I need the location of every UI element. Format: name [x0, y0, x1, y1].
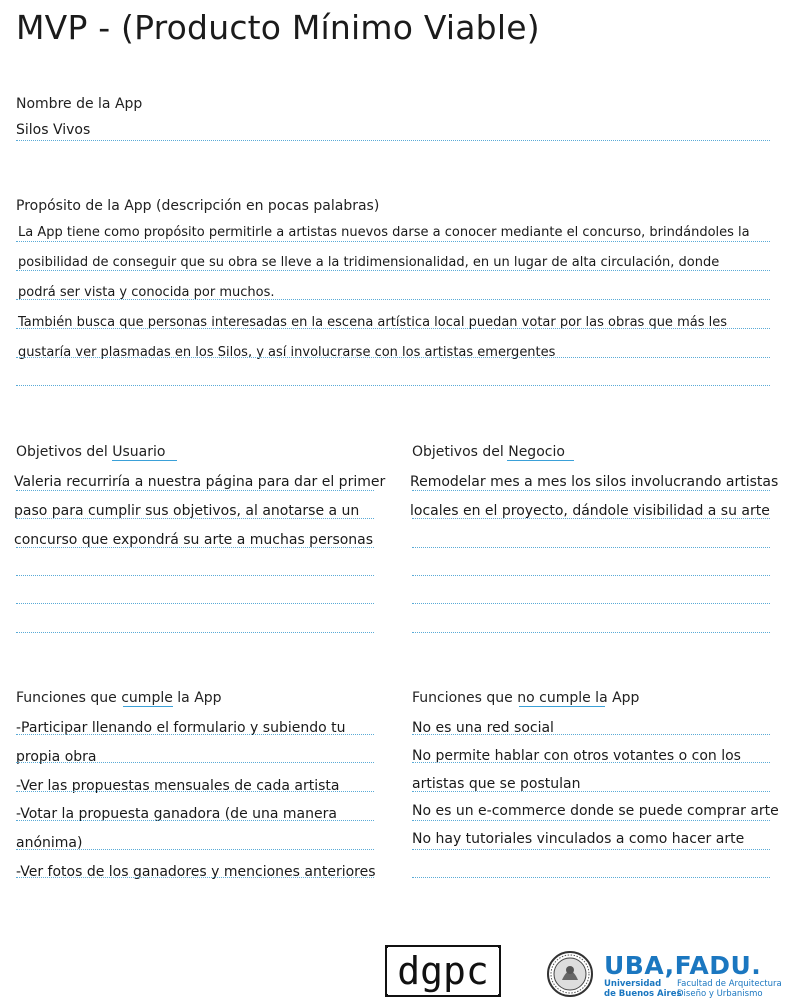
- divider: [16, 791, 374, 792]
- fadu-caption: [677, 979, 782, 999]
- user-objective-line: paso para cumplir sus objetivos, al anotarse a un: [14, 503, 360, 519]
- underline-accent: [112, 460, 177, 461]
- divider: [412, 877, 770, 878]
- uba-caption-line: Universidad: [604, 979, 662, 989]
- divider: [412, 734, 770, 735]
- purpose-line: La App tiene como propósito permitirle a artistas nuevos darse a conocer mediante el concurso, brindándoles la: [18, 225, 750, 240]
- divider: [412, 762, 770, 763]
- dgpc-logo-mark: [385, 944, 501, 998]
- divider: [16, 270, 770, 271]
- purpose-line: También busca que personas interesadas en la escena artística local puedan votar por las obras que más les: [18, 315, 727, 330]
- user-objectives-label: Objetivos del Usuario: [16, 444, 166, 460]
- divider: [16, 518, 374, 519]
- divider: [412, 575, 770, 576]
- divider: [16, 820, 374, 821]
- divider: [412, 490, 770, 491]
- divider: [16, 849, 374, 850]
- purpose-line: podrá ser vista y conocida por muchos.: [18, 285, 275, 300]
- purpose-line: posibilidad de conseguir que su obra se lleve a la tridimensionalidad, en un lugar de alta circulación, donde: [18, 255, 720, 270]
- divider: [412, 547, 770, 548]
- divider: [16, 734, 374, 735]
- business-objective-line: Remodelar mes a mes los silos involucrando artistas: [410, 474, 779, 490]
- divider: [16, 762, 374, 763]
- fadu-caption-line: Facultad de Arquitectura: [677, 979, 782, 989]
- divider: [412, 820, 770, 821]
- function-yes-line: propia obra: [16, 749, 97, 765]
- divider: [16, 357, 770, 358]
- function-no-line: No hay tutoriales vinculados a como hacer arte: [412, 831, 745, 847]
- purpose-label: Propósito de la App (descripción en pocas palabras): [16, 198, 380, 214]
- function-no-line: No es una red social: [412, 720, 554, 736]
- function-yes-line: -Votar la propuesta ganadora (de una manera: [16, 806, 337, 822]
- function-yes-line: -Ver las propuestas mensuales de cada artista: [16, 778, 340, 794]
- app-name-label: Nombre de la App: [16, 96, 143, 112]
- user-objective-line: Valeria recurriría a nuestra página para dar el primer: [14, 474, 386, 490]
- divider: [16, 328, 770, 329]
- user-objective-line: concurso que expondrá su arte a muchas personas: [14, 532, 374, 548]
- dgpc-logo: [385, 944, 501, 998]
- functions-yes-label: Funciones que cumple la App: [16, 690, 222, 706]
- divider: [412, 791, 770, 792]
- divider: [16, 877, 374, 878]
- functions-no-label: Funciones que no cumple la App: [412, 690, 640, 706]
- divider: [412, 518, 770, 519]
- fadu-caption-line: Diseño y Urbanismo: [677, 989, 763, 999]
- uba-caption-line: de Buenos Aires: [604, 989, 682, 999]
- divider: [16, 140, 770, 141]
- function-no-line: artistas que se postulan: [412, 776, 581, 792]
- uba-fadu-logo: [604, 951, 761, 980]
- dgpc-logo-text: dgpc: [397, 949, 489, 993]
- divider: [16, 241, 770, 242]
- underline-accent: [519, 706, 605, 707]
- uba-fadu-wordmark: UBA,FADU.: [604, 951, 762, 980]
- function-yes-line: -Ver fotos de los ganadores y menciones anteriores: [16, 864, 376, 880]
- divider: [16, 632, 374, 633]
- divider: [16, 385, 770, 386]
- page-title: MVP - (Producto Mínimo Viable): [16, 8, 540, 47]
- business-objectives-label: Objetivos del Negocio: [412, 444, 565, 460]
- function-no-line: No permite hablar con otros votantes o con los: [412, 748, 741, 764]
- divider: [16, 575, 374, 576]
- divider: [412, 632, 770, 633]
- divider: [16, 490, 374, 491]
- app-name-value: Silos Vivos: [16, 122, 91, 138]
- divider: [412, 849, 770, 850]
- underline-accent: [123, 706, 173, 707]
- divider: [16, 547, 374, 548]
- underline-accent: [507, 460, 574, 461]
- function-yes-line: -Participar llenando el formulario y subiendo tu: [16, 720, 346, 736]
- uba-seal-icon: [546, 950, 594, 998]
- divider: [16, 603, 374, 604]
- divider: [412, 603, 770, 604]
- business-objective-line: locales en el proyecto, dándole visibilidad a su arte: [410, 503, 770, 519]
- purpose-line: gustaría ver plasmadas en los Silos, y así involucrarse con los artistas emergentes: [18, 345, 556, 360]
- function-yes-line: anónima): [16, 835, 83, 851]
- uba-caption: [604, 979, 682, 999]
- function-no-line: No es un e-commerce donde se puede comprar arte: [412, 803, 779, 819]
- divider: [16, 299, 770, 300]
